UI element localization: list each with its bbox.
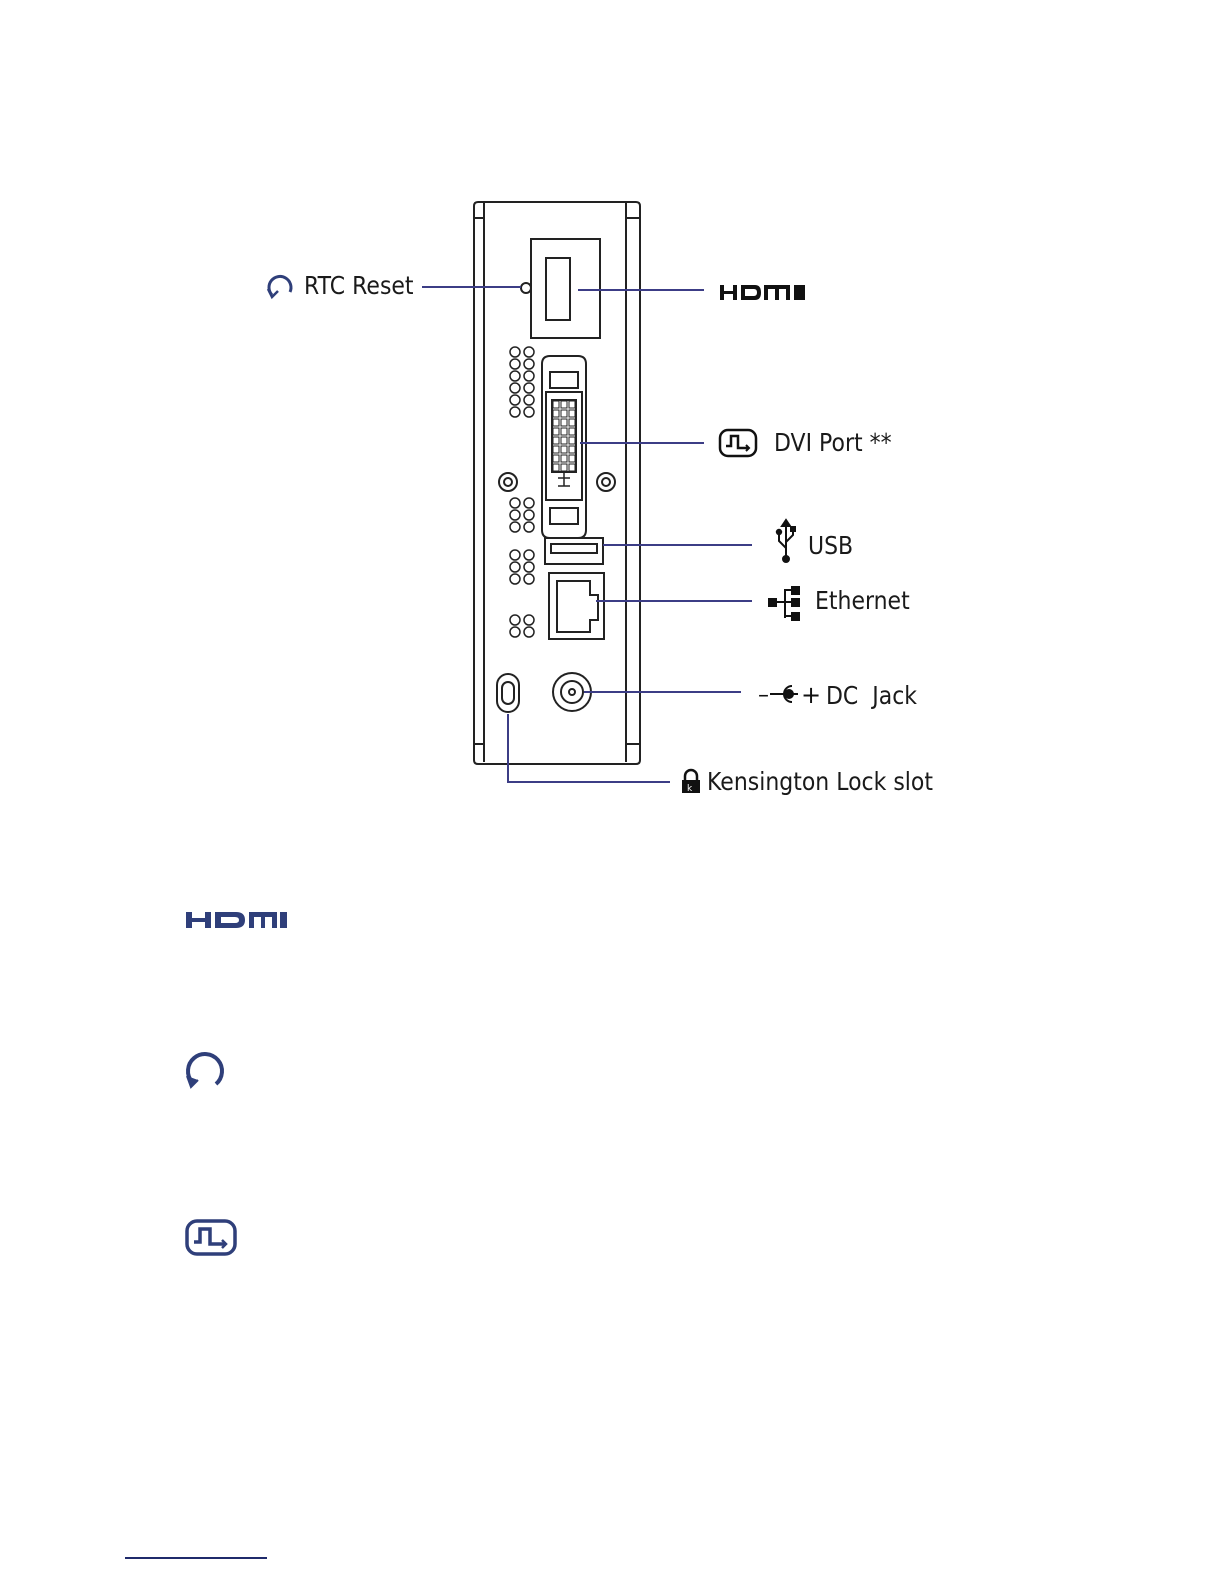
padlock-icon [682,770,700,794]
dvi-pin [561,419,567,426]
dvi-pin [561,437,567,444]
vent-hole [510,395,520,405]
ethernet-port [549,573,604,639]
kensington-label: Kensington Lock slot [707,766,933,797]
usb-callout [777,520,853,562]
dc-jack-label: DC Jack [826,680,918,711]
dvi-pin [569,419,575,426]
hdmi-logo-large [186,912,287,928]
dc-jack-callout [758,681,917,711]
dvi-pin [553,437,559,444]
dvi-pin [569,410,575,417]
dc-polarity-plus: + [801,681,822,709]
vent-hole [510,510,520,520]
vent-hole [524,510,534,520]
kensington-slot [497,674,519,712]
dvi-callout [720,428,892,458]
dvi-pin [569,428,575,435]
dc-polarity-icon [770,686,798,702]
dvi-pin [569,401,575,408]
dvi-pin [553,446,559,453]
vent-hole [524,574,534,584]
dvi-pin [561,455,567,462]
kensington-callout [682,767,933,797]
dvi-pin [561,428,567,435]
vent-hole [524,383,534,393]
dvi-pin [561,464,567,471]
dvi-pin [553,401,559,408]
vent-hole [510,407,520,417]
usb-port [545,538,603,564]
leader-lines [422,287,752,782]
vent-hole [524,562,534,572]
vent-hole [524,550,534,560]
ethernet-label: Ethernet [815,585,910,616]
usb-icon [777,520,795,562]
footnote-separator [125,1557,267,1559]
vent-hole [524,615,534,625]
dvi-pin [561,410,567,417]
dvi-pin [553,464,559,471]
dvi-pin [569,437,575,444]
hdmi-logo [720,285,805,300]
rtc-reset-label: RTC Reset [303,270,414,301]
vent-hole [524,371,534,381]
vent-hole [524,498,534,508]
dvi-port-label: DVI Port ** [774,427,892,458]
vent-hole [510,615,520,625]
dvi-pin [553,410,559,417]
dvi-pin [561,446,567,453]
vent-hole [510,359,520,369]
dvi-icon-large [187,1221,235,1254]
vent-hole [510,550,520,560]
ethernet-icon [768,586,800,621]
dvi-icon [720,430,756,456]
dvi-pin [561,401,567,408]
rtc-reset-hole [521,283,531,293]
vent-hole [524,359,534,369]
vent-hole [510,498,520,508]
dvi-pin [553,428,559,435]
dvi-pin [569,446,575,453]
svg-text:k: k [687,784,693,794]
vent-hole [524,522,534,532]
dvi-pin [569,464,575,471]
vent-hole [510,347,520,357]
dvi-pin [569,455,575,462]
dvi-pin [553,455,559,462]
circular-arrow-icon [268,276,291,297]
vent-hole [510,371,520,381]
vent-hole [510,383,520,393]
usb-label: USB [808,530,854,561]
vent-hole [524,395,534,405]
vent-hole [510,627,520,637]
dvi-pin [553,419,559,426]
dc-polarity-minus: – [758,683,769,708]
vent-hole [510,522,520,532]
vent-hole [510,574,520,584]
vent-hole [510,562,520,572]
vent-hole [524,347,534,357]
hdmi-port [531,239,600,338]
rtc-reset-callout [268,271,414,301]
vent-holes [510,347,534,637]
ethernet-callout [768,586,910,621]
circular-arrow-icon-large [187,1054,222,1087]
vent-hole [524,407,534,417]
vent-hole [524,627,534,637]
